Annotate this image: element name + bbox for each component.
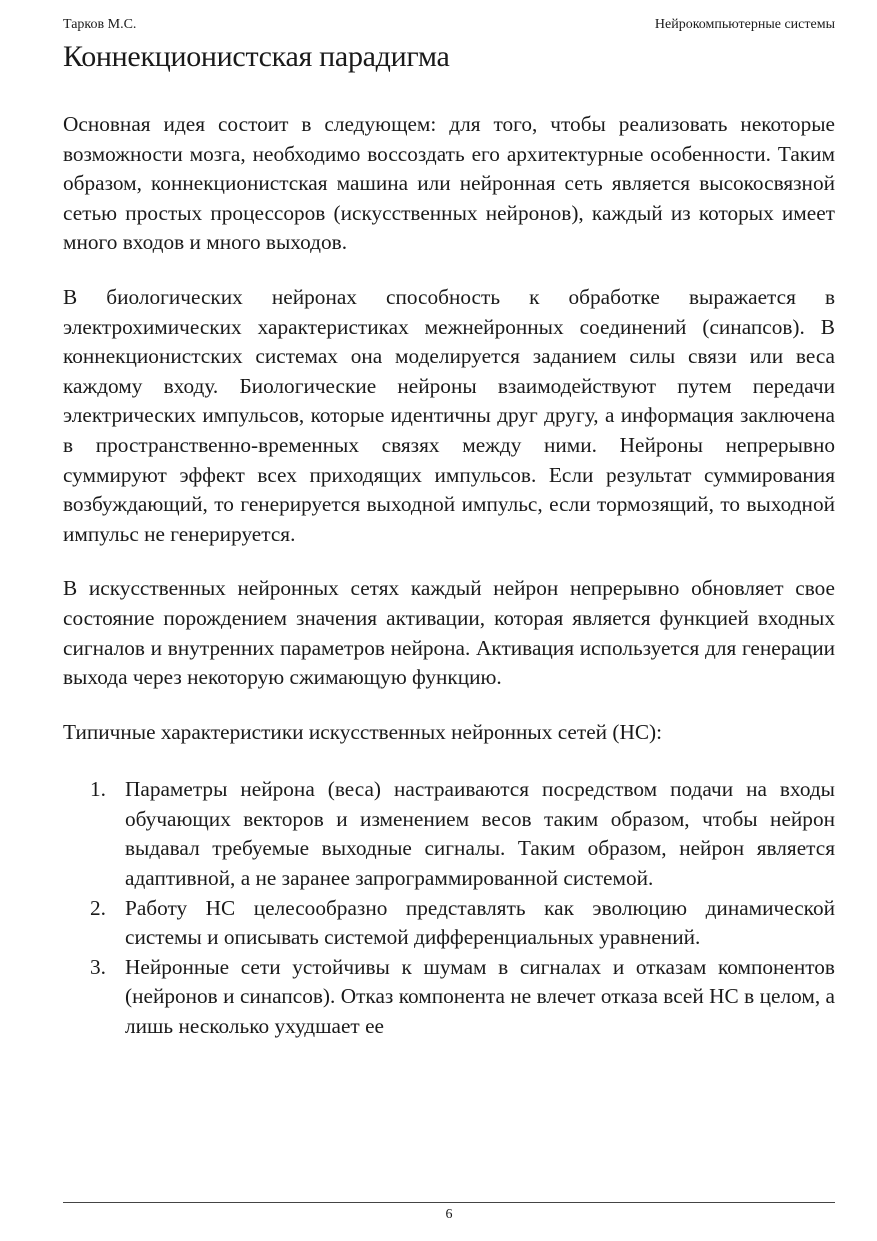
footer-divider (63, 1202, 835, 1203)
list-item (63, 953, 835, 1042)
list-item (63, 894, 835, 953)
list-intro: Типичные характеристики искусственных нейронных сетей (НС): (63, 719, 663, 744)
list-item-number: 3. (90, 954, 106, 979)
list-item-text: Параметры нейрона (веса) настраиваются посредством подачи на входы обучающих векторов и изменением весов таким образом, чтобы нейрон выдавал требуемые выходные сигналы. Таким образом, нейрон является адаптивной, а не заранее запрограммированной системой. (125, 777, 835, 891)
paragraph: В искусственных нейронных сетях каждый нейрон непрерывно обновляет свое состояние порождением значения активации, которая является функцией входных сигналов и внутренних параметров нейрона. Активация используется для генерации выхода через некоторую сжимающую функцию. (63, 576, 835, 690)
features-list (63, 775, 835, 1041)
list-item-text: Нейронные сети устойчивы к шумам в сигналах и отказам компонентов (нейронов и синапсов). Отказ компонента не влечет отказа всей НС в целом, а лишь несколько ухудшает ее (125, 954, 835, 1039)
document-page (63, 0, 835, 1241)
header-course-title: Нейрокомпьютерные системы (654, 17, 835, 32)
body-text (63, 110, 835, 1042)
paragraph: Основная идея состоит в следующем: для того, чтобы реализовать некоторые возможности мозга, необходимо воссоздать его архитектурные особенности. Таким образом, коннекционистская машина или нейронная сеть является высокосвязной сетью простых процессоров (искусственных нейронов), каждый из которых имеет много входов и много выходов. (63, 112, 835, 255)
content-area (63, 0, 835, 1198)
list-item-text: Работу НС целесообразно представлять как эволюцию динамической системы и описывать системой дифференциальных уравнений. (125, 895, 835, 950)
paragraph: В биологических нейронах способность к обработке выражается в электрохимических характеристиках межнейронных соединений (синапсов). В коннекционистских системах она моделируется заданием силы связи или веса каждому входу. Биологические нейроны взаимодействуют путем передачи электрических импульсов, которые идентичны друг другу, а информация заключена в пространственно-временных связях между ними. Нейроны непрерывно суммируют эффект всех приходящих импульсов. Если результат суммирования возбуждающий, то генерируется выходной импульс, если тормозящий, то выходной импульс не генерируется. (63, 284, 835, 546)
list-item-number: 2. (90, 895, 106, 920)
section-title: Коннекционистская парадигма (63, 40, 450, 73)
list-item-number: 1. (90, 777, 106, 802)
header-author: Тарков М.С. (63, 17, 137, 32)
page-number: 6 (445, 1207, 453, 1222)
list-item (63, 775, 835, 893)
